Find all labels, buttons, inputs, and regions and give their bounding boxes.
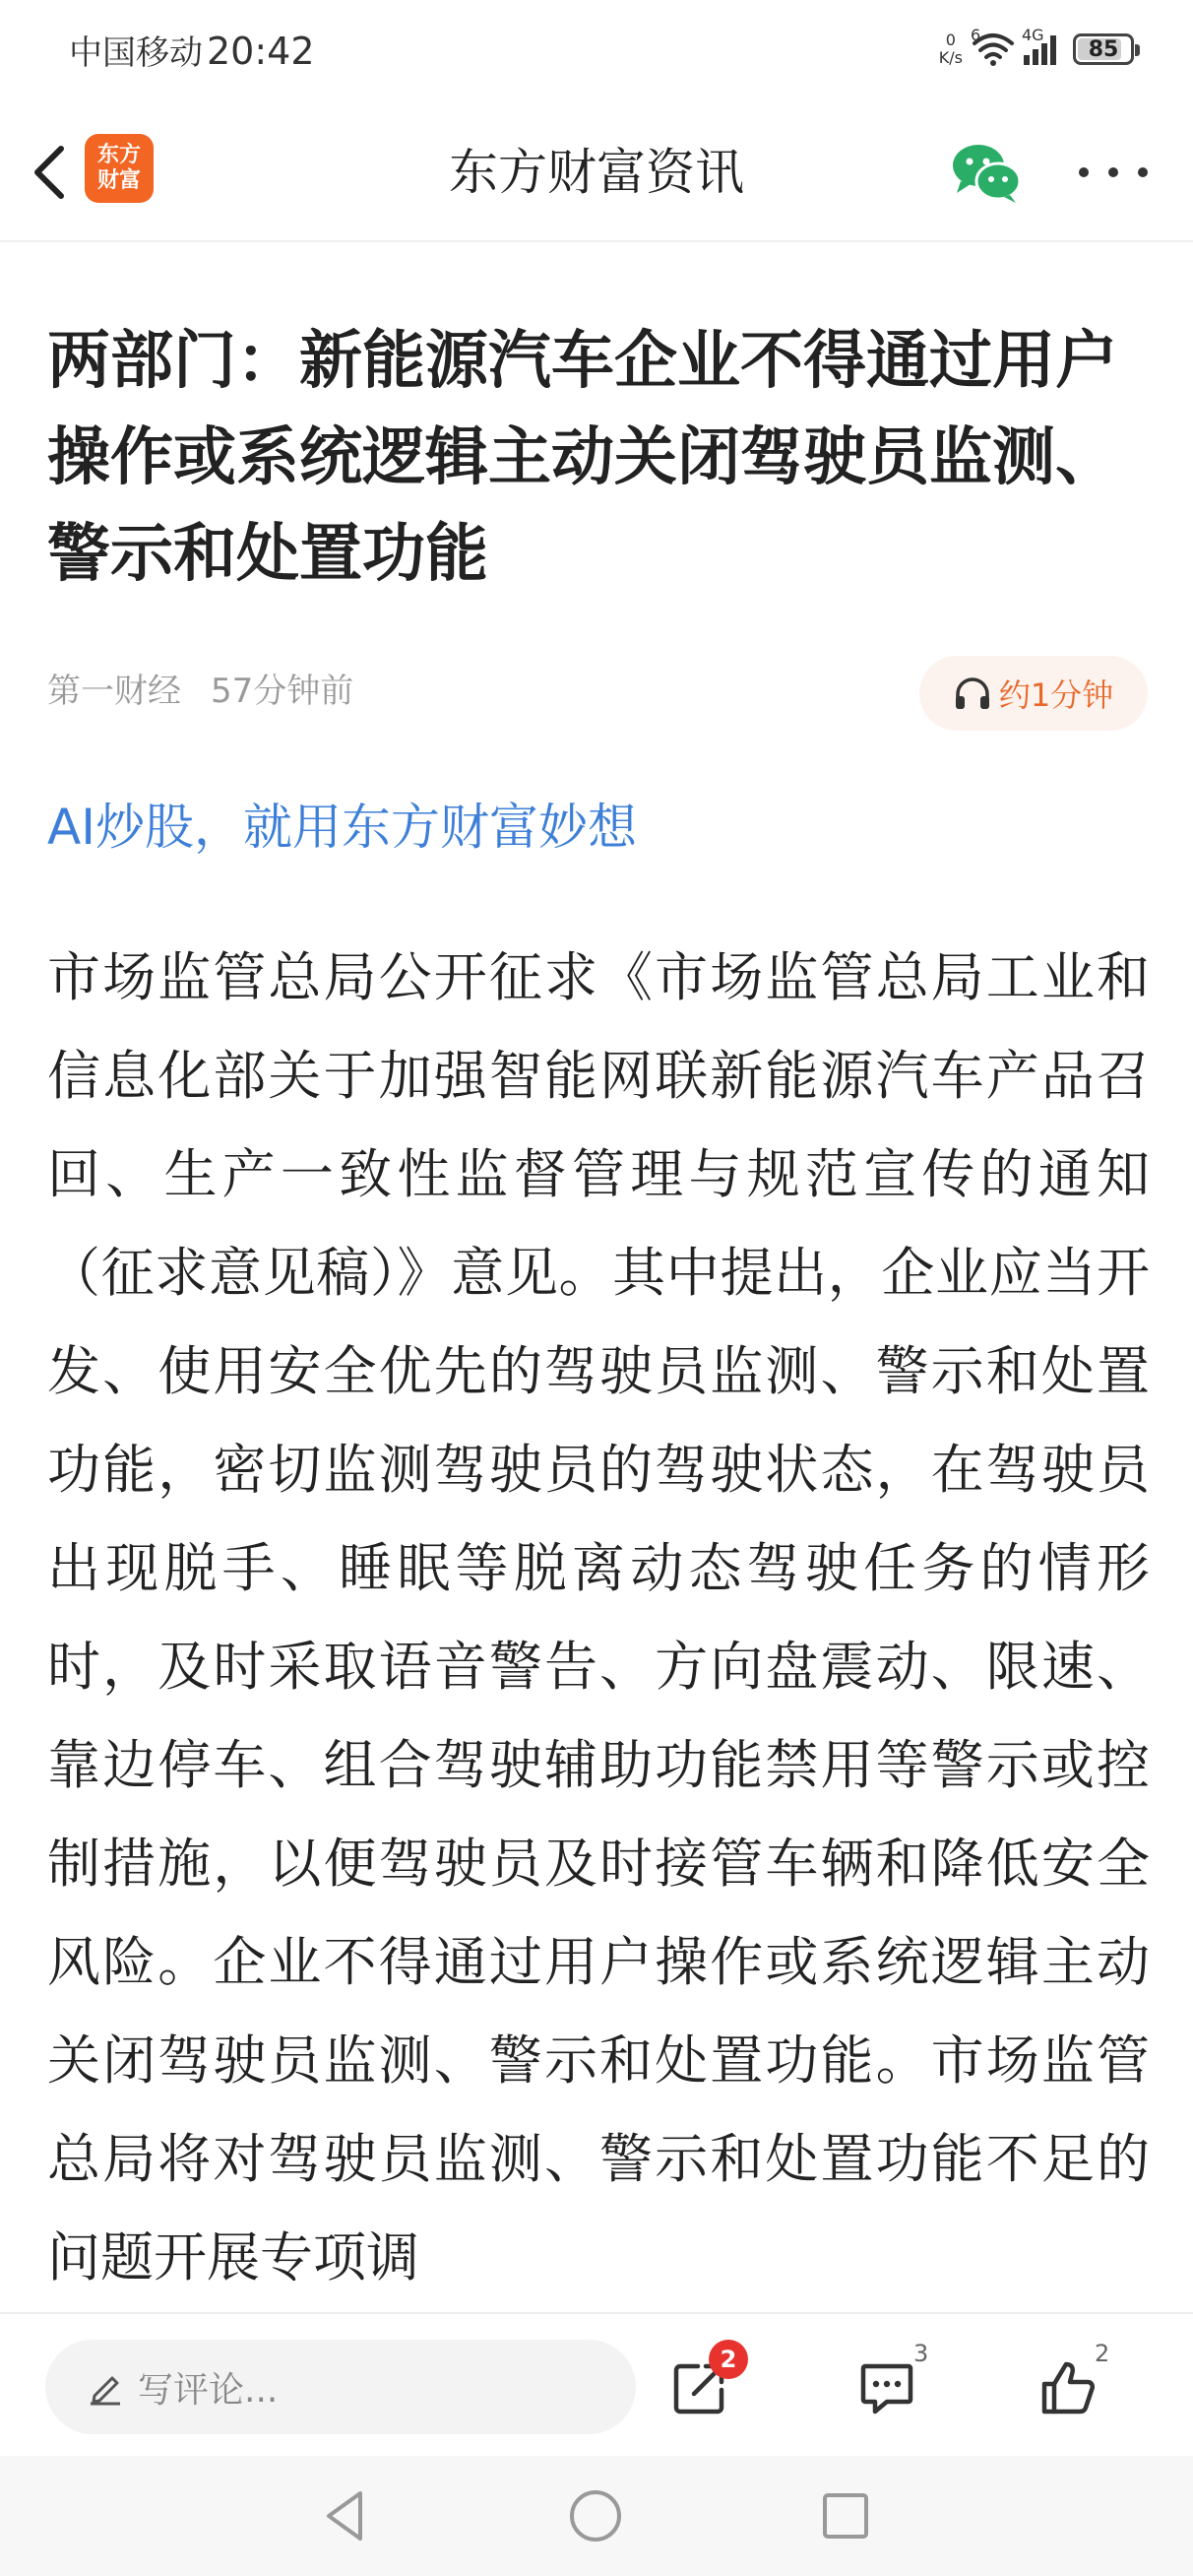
logo-line-2: 财富 xyxy=(96,168,141,193)
more-options-button[interactable] xyxy=(1079,148,1148,197)
battery-level-text: 85 xyxy=(1088,36,1119,62)
read-time-label: 约1分钟 xyxy=(998,676,1114,714)
headphones-icon xyxy=(954,676,991,710)
pen-icon xyxy=(87,2368,124,2406)
network-speed xyxy=(939,32,963,67)
article-title: 两部门：新能源汽车企业不得通过用户操作或系统逻辑主动关闭驾驶员监测、警示和处置功能 xyxy=(47,325,1118,591)
wifi-icon xyxy=(971,26,1016,67)
listen-audio-button[interactable] xyxy=(919,656,1148,731)
system-navigation-bar xyxy=(0,2456,1193,2576)
network-speed-value: 0 xyxy=(945,31,956,49)
share-badge: 2 xyxy=(709,2340,748,2379)
article-source[interactable]: 第一财经 xyxy=(47,672,181,711)
like-button[interactable] xyxy=(1024,2340,1112,2432)
triangle-back-icon xyxy=(313,2483,378,2548)
clock-time: 20:42 xyxy=(207,30,315,73)
like-count: 2 xyxy=(1095,2340,1110,2367)
app-logo xyxy=(85,134,154,203)
logo-line-1: 东方 xyxy=(96,143,141,167)
thumbs-up-icon xyxy=(1038,2358,1098,2417)
battery-tip xyxy=(1135,44,1140,56)
page-title: 东方财富资讯 xyxy=(449,144,744,201)
system-recents-button[interactable] xyxy=(813,2483,878,2548)
wechat-share-button[interactable] xyxy=(949,138,1024,207)
comment-bubble-icon xyxy=(857,2358,916,2417)
system-home-button[interactable] xyxy=(563,2483,628,2548)
article-time: 57分钟前 xyxy=(211,672,354,711)
status-bar xyxy=(0,0,1193,98)
back-button[interactable] xyxy=(20,138,79,207)
battery-indicator xyxy=(1073,33,1134,65)
comments-button[interactable] xyxy=(843,2340,931,2432)
wechat-icon xyxy=(949,138,1024,207)
bottom-action-bar xyxy=(0,2312,1193,2456)
promo-link[interactable]: AI炒股，就用东方财富妙想 xyxy=(47,799,637,856)
article-body: 市场监管总局公开征求《市场监管总局工业和信息化部关于加强智能网联新能源汽车产品召回、生产一致性监督管理与规范宣传的通知（征求意见稿）》意见。其中提出，企业应当开发、使用安全优先的驾驶员监测、警示和处置功能，密切监测驾驶员的驾驶状态，在驾驶员出现脱手、睡眠等脱离动态驾驶任务的情形时，及时采取语音警告、方向盘震动、限速、靠边停车、组合驾驶辅助功能禁用等警示或控制措施，以便驾驶员及时接管车辆和降低安全风险。企业不得通过用户操作或系统逻辑主动关闭驾驶员监测、警示和处置功能。市场监管总局将对驾驶员监测、警示和处置功能不足的问题开展专项调 xyxy=(47,946,1150,2288)
circle-home-icon xyxy=(563,2483,628,2548)
square-recents-icon xyxy=(813,2483,878,2548)
more-horizontal-icon-dot xyxy=(1079,167,1089,177)
status-icons xyxy=(939,24,1134,75)
comment-count: 3 xyxy=(913,2340,929,2367)
system-back-button[interactable] xyxy=(313,2483,378,2548)
share-button[interactable] xyxy=(656,2344,744,2432)
comment-input[interactable] xyxy=(45,2340,636,2434)
more-horizontal-icon-dot xyxy=(1138,167,1148,177)
cellular-signal-icon xyxy=(1022,26,1063,67)
cellular-label: 4G xyxy=(1022,26,1044,44)
chevron-left-icon xyxy=(30,143,69,202)
wifi-label: 6 xyxy=(971,26,981,44)
carrier-name: 中国移动 xyxy=(69,33,203,73)
article-meta xyxy=(47,662,353,721)
nav-bar xyxy=(0,98,1193,242)
comment-placeholder: 写评论... xyxy=(138,2369,279,2411)
network-speed-unit: K/s xyxy=(938,48,963,67)
status-carrier-time xyxy=(69,26,315,74)
more-horizontal-icon-dot xyxy=(1108,167,1118,177)
